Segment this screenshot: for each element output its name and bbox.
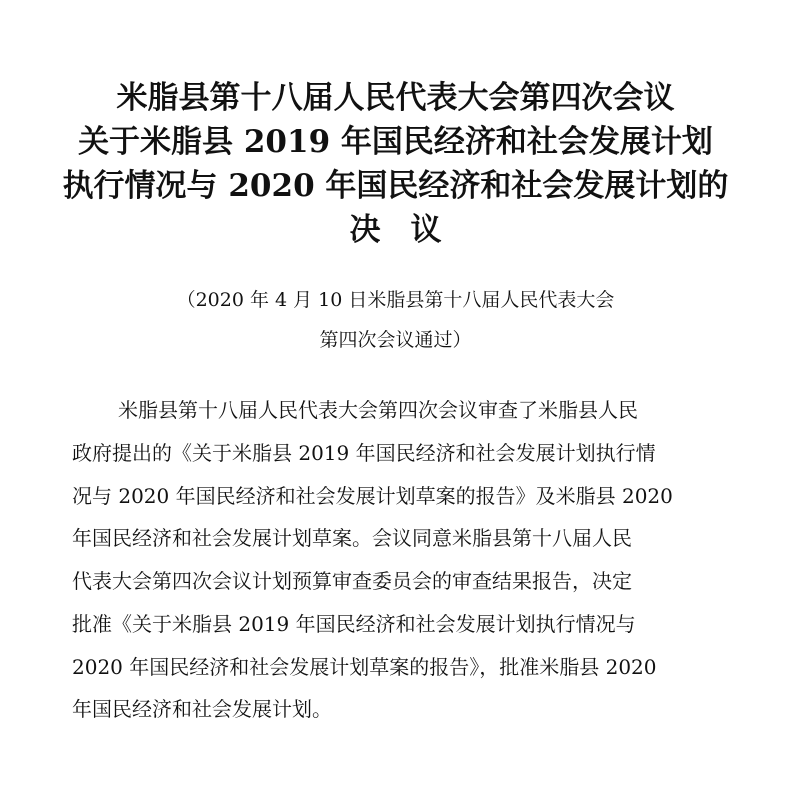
subtitle-line-2: 第四次会议通过） xyxy=(319,329,472,351)
title-word-2: 议 xyxy=(410,212,442,248)
title-word-1: 决 xyxy=(349,212,381,248)
body-line-6: 批准《关于米脂县 2019 年国民经济和社会发展计划执行情况与 xyxy=(72,612,636,636)
body-line-5: 代表大会第四次会议计划预算审查委员会的审查结果报告，决定 xyxy=(72,569,632,593)
body-line-3: 况与 2020 年国民经济和社会发展计划草案的报告》及米脂县 2020 xyxy=(72,484,673,508)
subtitle-line-1: （2020 年 4 月 10 日米脂县第十八届人民代表大会 xyxy=(176,289,615,311)
body-line-7: 2020 年国民经济和社会发展计划草案的报告》，批准米脂县 2020 xyxy=(72,655,657,679)
body-line-8: 年国民经济和社会发展计划。 xyxy=(72,697,332,721)
title-line-1: 米脂县第十八届人民代表大会第四次会议 xyxy=(116,80,675,116)
title-line-2: 关于米脂县 2019 年国民经济和社会发展计划 xyxy=(78,124,713,160)
body-line-4: 年国民经济和社会发展计划草案。会议同意米脂县第十八届人民 xyxy=(72,526,632,550)
body-line-1: 米脂县第十八届人民代表大会第四次会议审查了米脂县人民 xyxy=(118,398,638,422)
body-line-2: 政府提出的《关于米脂县 2019 年国民经济和社会发展计划执行情 xyxy=(72,441,656,465)
title-line-3: 执行情况与 2020 年国民经济和社会发展计划的 xyxy=(62,168,729,204)
title-line-4 xyxy=(40,210,751,250)
